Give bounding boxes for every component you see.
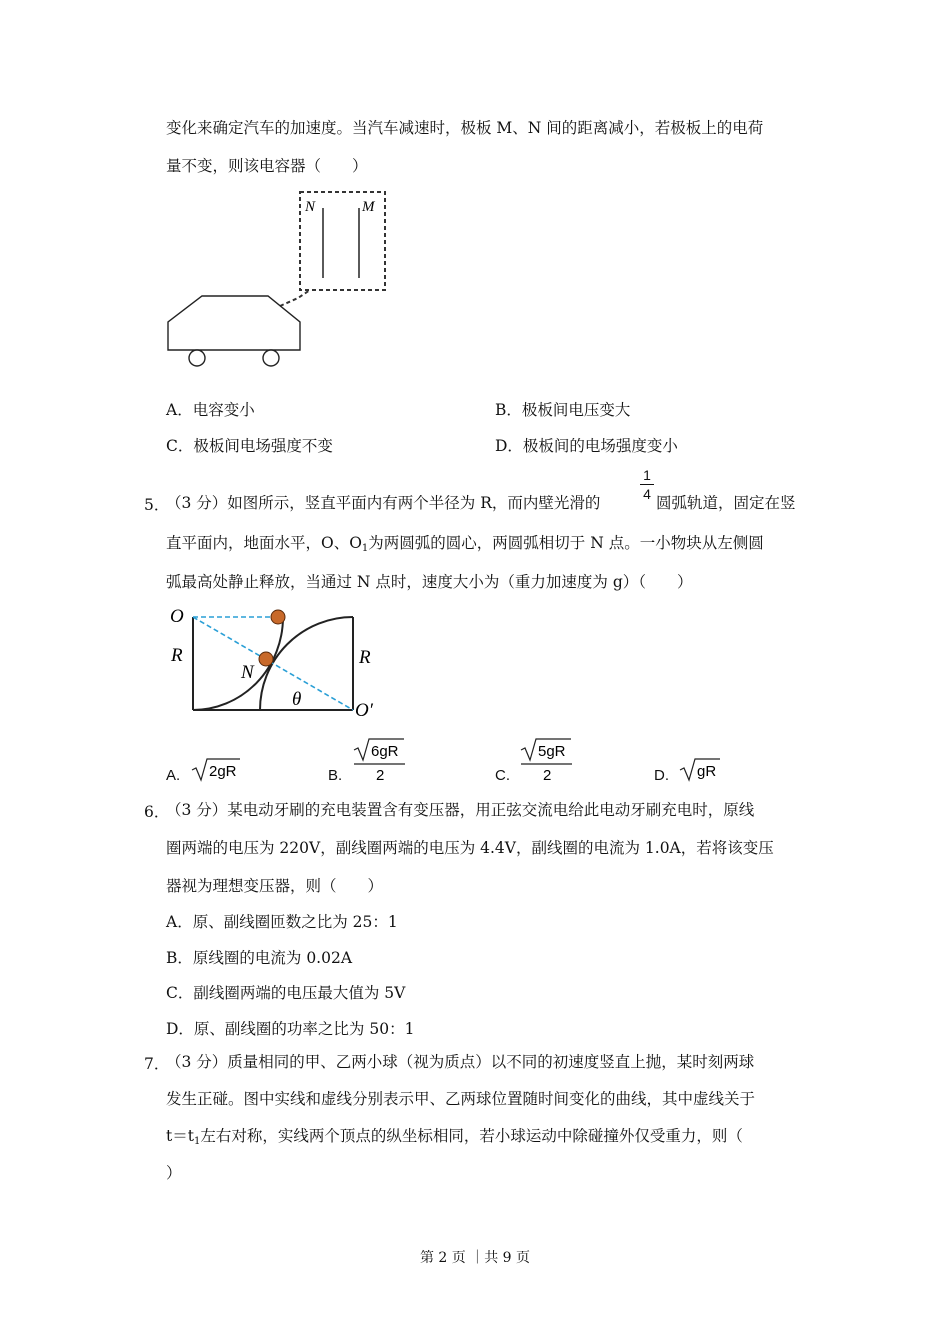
q5-subscript-1: 1 bbox=[361, 543, 369, 554]
q5-option-a-radical bbox=[190, 756, 250, 782]
q5-stem-line-2b: 为两圆弧的圆心，两圆弧相切于 N 点。一小物块从左侧圆 bbox=[368, 534, 764, 552]
q5-stem-line-2 bbox=[166, 533, 764, 559]
ball-at-n bbox=[259, 652, 273, 666]
car-body bbox=[168, 296, 300, 350]
q6-option-c: C．副线圈两端的电压最大值为 5V bbox=[166, 984, 406, 1002]
q5-option-c-label: C. bbox=[495, 767, 510, 784]
q5-option-a-radicand: 2gR bbox=[209, 763, 237, 780]
q5-option-b-denominator: 2 bbox=[376, 767, 385, 784]
q5-option-b-label: B. bbox=[328, 767, 343, 784]
fraction-denominator: 4 bbox=[643, 486, 651, 502]
q6-option-b: B．原线圈的电流为 0.02A bbox=[166, 949, 353, 967]
q5-fraction-one-quarter bbox=[640, 467, 654, 502]
q7-stem-line-3a: t＝t bbox=[166, 1127, 194, 1145]
q7-stem-line-1: （3 分）质量相同的甲、乙两小球（视为质点）以不同的初速度竖直上抛，某时刻两球 bbox=[166, 1053, 755, 1071]
q5-option-c-radical bbox=[519, 736, 575, 784]
q7-stem-line-4: ） bbox=[166, 1164, 182, 1182]
callout-dashed-line bbox=[280, 290, 310, 306]
q5-stem-line-1b: 圆弧轨道，固定在竖 bbox=[656, 494, 796, 512]
plate-n-label: N bbox=[305, 199, 316, 215]
q4-stem-line-2: 量不变，则该电容器（ ） bbox=[166, 157, 368, 175]
q6-stem-line-3: 器视为理想变压器，则（ ） bbox=[166, 877, 384, 895]
q5-two-arcs-figure bbox=[165, 602, 390, 724]
q7-subscript-1: 1 bbox=[193, 1136, 201, 1147]
q6-option-d: D．原、副线圈的功率之比为 50：1 bbox=[166, 1020, 415, 1038]
q5-option-b-radicand: 6gR bbox=[371, 743, 399, 760]
page-footer: 第 2 页 ｜共 9 页 bbox=[419, 1250, 531, 1266]
q5-option-c-radicand: 5gR bbox=[538, 743, 566, 760]
fraction-bar bbox=[640, 484, 654, 485]
q7-stem-line-3b: 左右对称，实线两个顶点的纵坐标相同，若小球运动中除碰撞外仅受重力，则（ bbox=[200, 1127, 743, 1145]
fraction-numerator: 1 bbox=[643, 467, 651, 483]
q5-option-a-label: A. bbox=[166, 767, 181, 784]
car-wheel-front bbox=[189, 350, 205, 366]
q6-option-a: A．原、副线圈匝数之比为 25：1 bbox=[166, 913, 398, 931]
plate-m-label: M bbox=[362, 199, 375, 215]
q5-option-d-radicand: gR bbox=[697, 763, 717, 780]
label-o-prime: O′ bbox=[355, 700, 373, 721]
q6-stem-line-2: 圈两端的电压为 220V，副线圈两端的电压为 4.4V，副线圈的电流为 1.0A，若将该变压 bbox=[166, 839, 774, 857]
q7-stem-line-3 bbox=[166, 1126, 743, 1152]
q4-option-c: C．极板间电场强度不变 bbox=[166, 437, 333, 455]
q4-option-b: B．极板间电压变大 bbox=[495, 401, 631, 419]
q5-stem-line-1a: （3 分）如图所示，竖直平面内有两个半径为 R，而内壁光滑的 bbox=[166, 494, 601, 512]
label-theta: θ bbox=[292, 689, 302, 710]
ball-top bbox=[271, 610, 285, 624]
q6-stem-line-1: （3 分）某电动牙刷的充电装置含有变压器，用正弦交流电给此电动牙刷充电时，原线 bbox=[166, 801, 755, 819]
q7-stem-line-2: 发生正碰。图中实线和虚线分别表示甲、乙两球位置随时间变化的曲线，其中虚线关于 bbox=[166, 1090, 756, 1108]
q5-option-c-denominator: 2 bbox=[543, 767, 552, 784]
q7-number: 7． bbox=[144, 1055, 170, 1073]
label-r-right: R bbox=[359, 647, 371, 668]
label-r-left: R bbox=[171, 645, 183, 666]
q5-option-d-radical bbox=[678, 756, 724, 782]
q4-option-d: D．极板间的电场强度变小 bbox=[495, 437, 678, 455]
right-arc bbox=[260, 617, 353, 710]
q5-stem-line-3: 弧最高处静止释放，当通过 N 点时，速度大小为（重力加速度为 g）（ ） bbox=[166, 573, 693, 591]
q4-stem-line-1: 变化来确定汽车的加速度。当汽车减速时，极板 M、N 间的距离减小，若极板上的电荷 bbox=[166, 119, 764, 137]
car-wheel-rear bbox=[263, 350, 279, 366]
dashed-diagonal bbox=[193, 617, 353, 710]
q4-car-capacitor-figure bbox=[160, 188, 400, 372]
q5-stem-line-2a: 直平面内，地面水平，O、O bbox=[166, 534, 362, 552]
q5-option-d-label: D. bbox=[654, 767, 669, 784]
label-o: O bbox=[170, 606, 184, 627]
q4-option-a: A．电容变小 bbox=[166, 401, 255, 419]
q5-option-b-radical bbox=[352, 736, 408, 784]
label-n: N bbox=[241, 662, 254, 683]
q6-number: 6． bbox=[144, 803, 170, 821]
q5-number: 5． bbox=[144, 496, 170, 514]
